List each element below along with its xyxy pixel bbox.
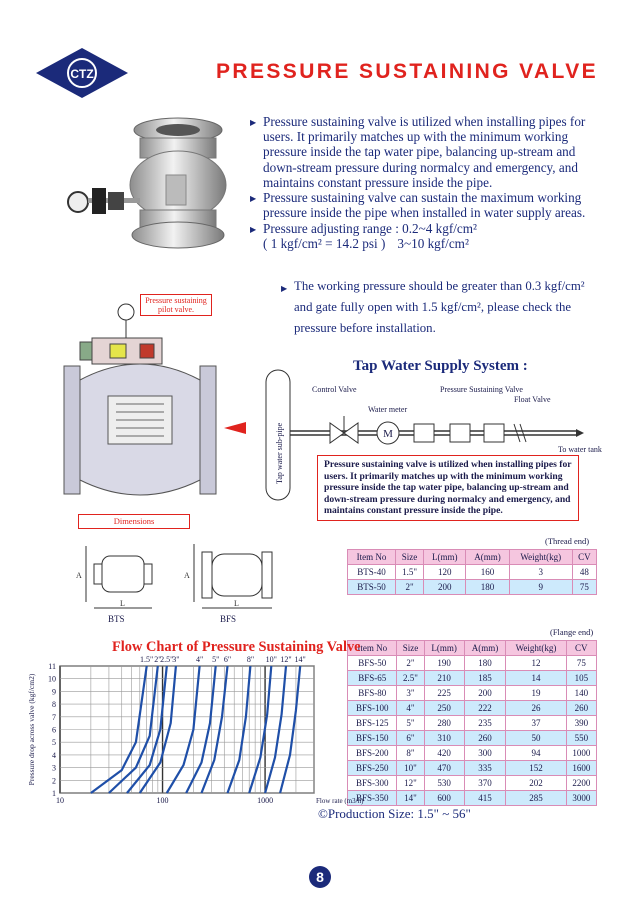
dimension-drawings [72, 532, 312, 622]
dim-a-label: A [76, 571, 82, 580]
table-cell: BTS-50 [348, 580, 396, 595]
table-row [348, 761, 597, 776]
column-header: A(mm) [466, 550, 509, 565]
table-cell: 415 [464, 791, 506, 806]
column-header: Item No [348, 550, 396, 565]
table-cell: BFS-250 [348, 761, 397, 776]
series-label: 2.5" [160, 655, 174, 664]
table-cell: 152 [506, 761, 566, 776]
thread-spec-table [347, 549, 597, 595]
y-tick-label: 10 [48, 674, 56, 684]
table-cell: 1000 [566, 746, 596, 761]
table-cell: 50 [506, 731, 566, 746]
table-cell: 260 [464, 731, 506, 746]
series-label: 4" [195, 655, 204, 664]
table-cell: BFS-50 [348, 656, 397, 671]
table-row [348, 656, 597, 671]
y-tick-label: 7 [52, 712, 56, 722]
table-cell: 140 [566, 686, 596, 701]
column-header: Weight(kg) [509, 550, 572, 565]
table-cell: 2.5" [397, 671, 424, 686]
meter-symbol: M [383, 428, 393, 440]
table-cell: BFS-150 [348, 731, 397, 746]
table-cell: 75 [566, 656, 596, 671]
column-header: Item No [348, 641, 397, 656]
range-line-2a: ( 1 kgf/cm² = 14.2 psi ) [263, 235, 386, 251]
company-logo [34, 46, 130, 100]
table-cell: 14" [397, 791, 424, 806]
flange-spec-table [347, 640, 597, 806]
series-label: 14" [294, 655, 306, 664]
table-cell: 200 [424, 580, 466, 595]
table-cell: 202 [506, 776, 566, 791]
table-cell: 550 [566, 731, 596, 746]
series-label: 12" [280, 655, 292, 664]
range-line-1: Pressure adjusting range : 0.2~4 kgf/cm² [263, 221, 477, 236]
y-tick-label: 9 [52, 687, 56, 697]
float-valve-label: Float Valve [514, 395, 551, 404]
series-label: 10" [265, 655, 277, 664]
column-header: Weight(kg) [506, 641, 566, 656]
series-label: 3" [172, 655, 180, 664]
table-cell: 210 [424, 671, 464, 686]
table-row [348, 701, 597, 716]
table-cell: 75 [572, 580, 596, 595]
table-cell: BFS-300 [348, 776, 397, 791]
table-cell: 235 [464, 716, 506, 731]
table-cell: 26 [506, 701, 566, 716]
sub-pipe-label: Tap water sub-pipe [275, 422, 284, 484]
table-cell: 420 [424, 746, 464, 761]
table-cell: 2200 [566, 776, 596, 791]
pilot-valve-label: Pressure sustaining pilot valve. [140, 294, 212, 316]
table-cell: 12" [397, 776, 424, 791]
flange-end-label: (Flange end) [550, 627, 594, 637]
production-size: ©Production Size: 1.5" ~ 56" [318, 806, 471, 821]
y-tick-label: 4 [52, 750, 56, 760]
table-cell: 48 [572, 565, 596, 580]
table-cell: 310 [424, 731, 464, 746]
table-row [348, 746, 597, 761]
valve-photo [66, 110, 236, 260]
range-line-2b: 3~10 kgf/cm² [397, 235, 469, 251]
series-label: 2" [154, 655, 162, 664]
series-label: 1.5" [140, 655, 154, 664]
page-title: PRESSURE SUSTAINING VALVE [216, 60, 599, 83]
y-tick-label: 3 [52, 763, 56, 773]
column-header: Size [395, 550, 423, 565]
working-note-text: ▶ The working pressure should be greater than 0.3 kgf/cm² and gate fully open with 1.5 kgf/cm², please check the pressure before installation. [281, 276, 601, 339]
table-cell: BFS-125 [348, 716, 397, 731]
table-row [348, 580, 597, 595]
table-cell: 2" [395, 580, 423, 595]
table-row [348, 716, 597, 731]
valve-cutaway-drawing [60, 288, 250, 510]
y-axis-label: Pressure drop across valve (kgf/cm2) [27, 673, 36, 786]
series-label: 6" [223, 655, 232, 664]
flow-chart-title: Flow Chart of Pressure Sustaining Valve [112, 639, 361, 655]
water-meter-label: Water meter [368, 405, 408, 414]
table-cell: 225 [424, 686, 464, 701]
table-cell: 120 [424, 565, 466, 580]
column-header: Size [397, 641, 424, 656]
table-cell: 160 [466, 565, 509, 580]
table-row [348, 731, 597, 746]
table-cell: 185 [464, 671, 506, 686]
table-cell: 250 [424, 701, 464, 716]
table-cell: BFS-200 [348, 746, 397, 761]
table-cell: 6" [397, 731, 424, 746]
bfs-label: BFS [220, 614, 237, 624]
y-tick-label: 11 [48, 662, 56, 671]
table-cell: 12 [506, 656, 566, 671]
table-cell: 335 [464, 761, 506, 776]
table-cell: 105 [566, 671, 596, 686]
table-cell: 390 [566, 716, 596, 731]
table-cell: 180 [464, 656, 506, 671]
table-cell: 222 [464, 701, 506, 716]
pressure-range: ▶ Pressure adjusting range : 0.2~4 kgf/cm² ( 1 kgf/cm² = 14.2 psi ) 3~10 kgf/cm² [250, 221, 477, 251]
intro-bullets [250, 114, 605, 220]
y-tick-label: 1 [52, 789, 56, 798]
table-row [348, 791, 597, 806]
intro-bullet: ▶ Pressure sustaining valve can sustain the maximum working pressure inside the pipe when installed in water supply areas. [250, 190, 605, 220]
table-cell: BFS-100 [348, 701, 397, 716]
column-header: CV [572, 550, 596, 565]
table-cell: 14 [506, 671, 566, 686]
table-cell: 530 [424, 776, 464, 791]
flow-chart [24, 648, 364, 808]
table-cell: 280 [424, 716, 464, 731]
table-cell: 2" [397, 656, 424, 671]
table-cell: 285 [506, 791, 566, 806]
tap-system-description: Pressure sustaining valve is utilized when installing pipes for users. It primarily matches up with the minimum working pressure inside the tap water pipe, balancing up-stream and down-stream pressure during normalcy and emergency, and maintains constant pressure inside the pipe. [317, 455, 579, 521]
to-tank-label: To water tank [558, 445, 602, 454]
table-cell: 300 [464, 746, 506, 761]
table-cell: 1.5" [395, 565, 423, 580]
y-tick-label: 6 [52, 725, 56, 735]
table-cell: 370 [464, 776, 506, 791]
table-cell: BFS-65 [348, 671, 397, 686]
table-cell: BFS-350 [348, 791, 397, 806]
y-tick-label: 8 [52, 700, 56, 710]
table-cell: 180 [466, 580, 509, 595]
table-cell: 19 [506, 686, 566, 701]
control-valve-label: Control Valve [312, 385, 357, 394]
y-tick-label: 5 [52, 738, 56, 748]
logo-text: CTZ [70, 67, 94, 81]
table-cell: 4" [397, 701, 424, 716]
table-cell: 470 [424, 761, 464, 776]
x-tick-label: 10 [56, 796, 64, 805]
table-row [348, 671, 597, 686]
table-cell: 94 [506, 746, 566, 761]
intro-bullet: ▶ Pressure sustaining valve is utilized when installing pipes for users. It primarily matches up with the minimum working pressure inside the tap water pipe, balancing up-stream and down-stream pressure during normalcy and emergency, and maintains constant pressure inside the pipe. [250, 114, 605, 190]
column-header: L(mm) [424, 550, 466, 565]
x-axis-label: Flow rate (m3/h) [316, 797, 364, 805]
table-row [348, 565, 597, 580]
table-cell: 3000 [566, 791, 596, 806]
table-cell: 3 [509, 565, 572, 580]
table-cell: 260 [566, 701, 596, 716]
table-row [348, 686, 597, 701]
table-cell: 200 [464, 686, 506, 701]
table-cell: BTS-40 [348, 565, 396, 580]
table-cell: 1600 [566, 761, 596, 776]
bts-label: BTS [108, 614, 125, 624]
dimensions-label: Dimensions [78, 514, 190, 529]
table-cell: 9 [509, 580, 572, 595]
dim-l-label: L [120, 599, 125, 608]
working-pressure-note [281, 276, 601, 339]
table-cell: 3" [397, 686, 424, 701]
table-cell: 190 [424, 656, 464, 671]
dim-l-label-2: L [234, 599, 239, 608]
series-label: 8" [246, 655, 255, 664]
page-number: 8 [309, 866, 331, 888]
column-header: A(mm) [464, 641, 506, 656]
table-cell: 600 [424, 791, 464, 806]
tap-system-title: Tap Water Supply System : [353, 358, 528, 374]
thread-end-label: (Thread end) [545, 536, 590, 546]
table-row [348, 776, 597, 791]
table-cell: 37 [506, 716, 566, 731]
x-tick-label: 1000 [257, 796, 274, 805]
column-header: CV [566, 641, 596, 656]
x-tick-label: 100 [156, 796, 169, 805]
table-cell: 10" [397, 761, 424, 776]
table-cell: BFS-80 [348, 686, 397, 701]
dim-a-label-2: A [184, 571, 190, 580]
column-header: L(mm) [424, 641, 464, 656]
table-cell: 8" [397, 746, 424, 761]
table-cell: 5" [397, 716, 424, 731]
psv-label: Pressure Sustaining Valve [440, 385, 523, 394]
series-label: 5" [212, 655, 220, 664]
y-tick-label: 2 [52, 776, 56, 786]
